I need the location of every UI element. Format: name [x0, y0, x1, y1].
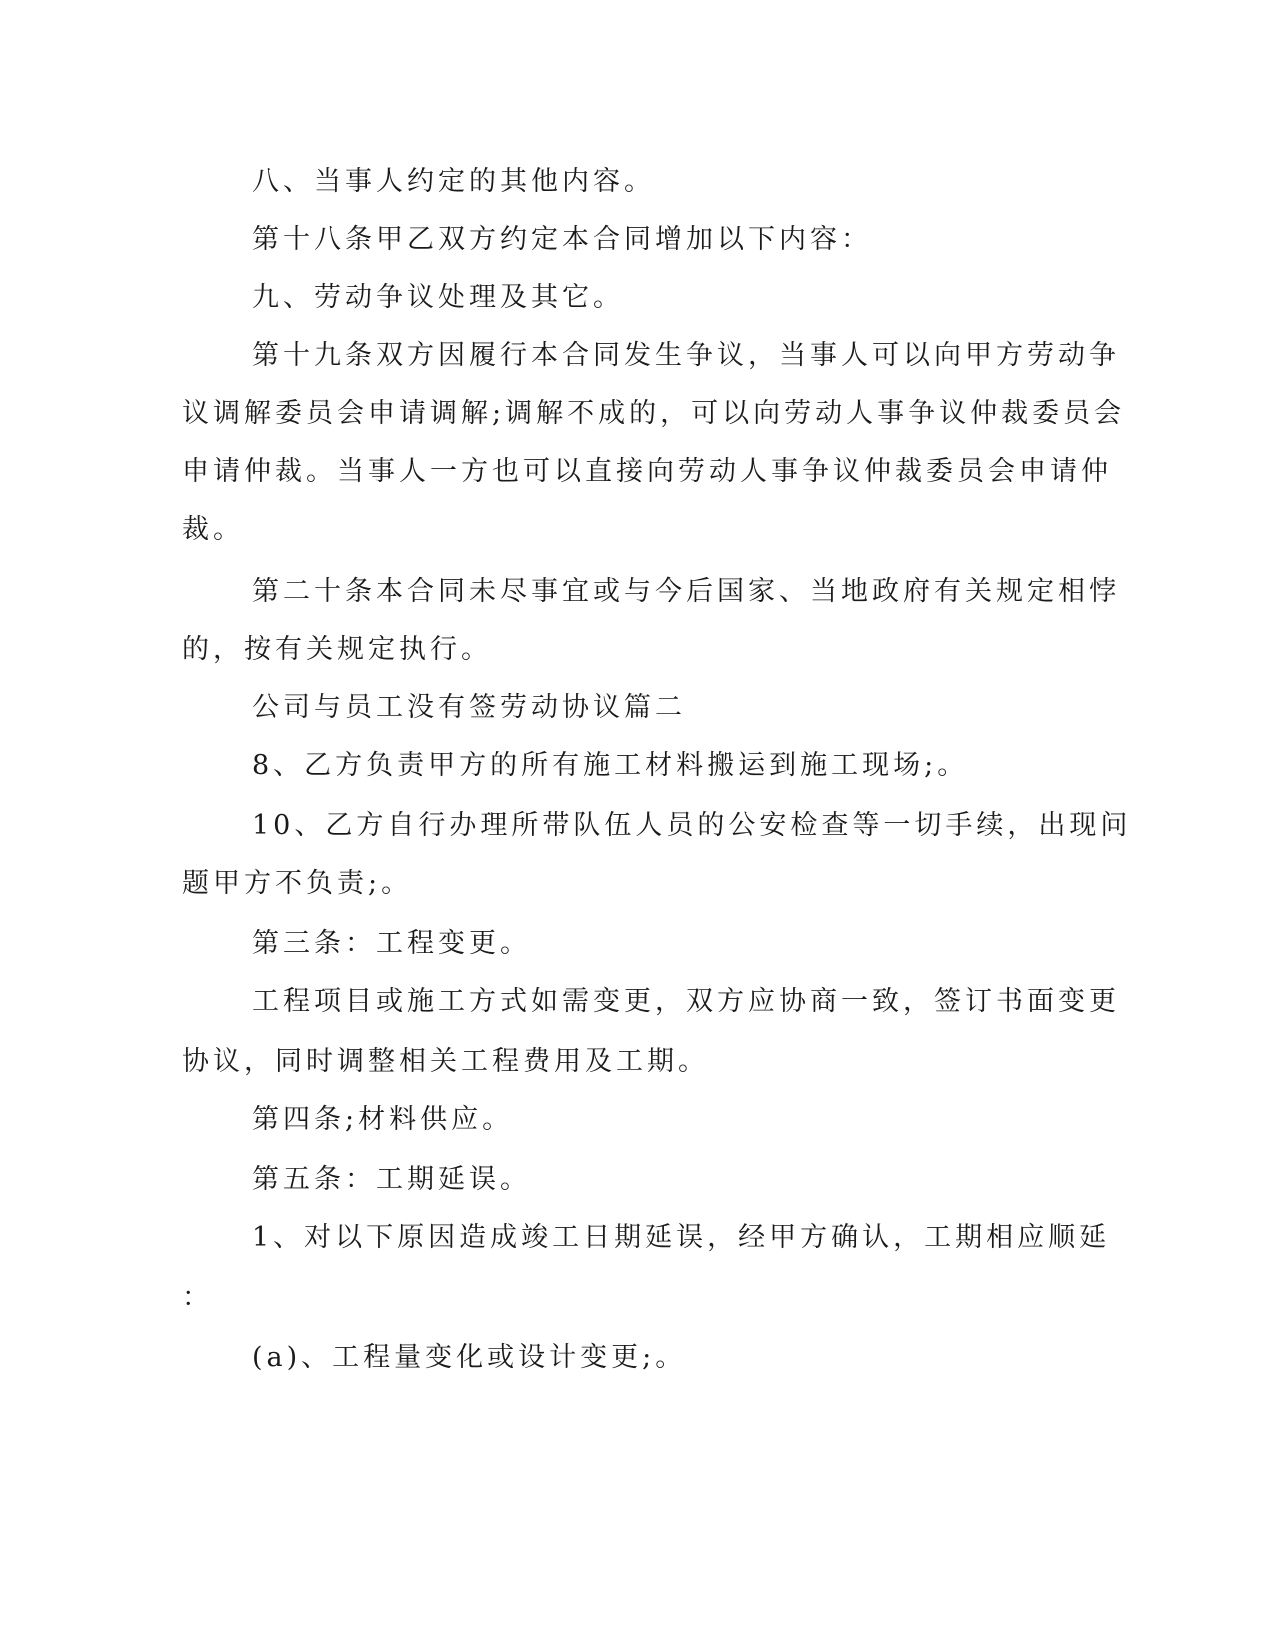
article-19-line-3: 申请仲裁。当事人一方也可以直接向劳动人事争议仲裁委员会申请仲	[182, 456, 1112, 487]
article-19-line-4: 裁。	[182, 514, 244, 545]
article-19-line-1: 第十九条双方因履行本合同发生争议，当事人可以向甲方劳动争	[252, 340, 1120, 371]
part-two-title: 公司与员工没有签劳动协议篇二	[252, 692, 686, 723]
article-5-item-a: (a)、工程量变化或设计变更;。	[252, 1342, 687, 1373]
article-4-heading: 第四条;材料供应。	[252, 1104, 514, 1135]
article-18: 第十八条甲乙双方约定本合同增加以下内容：	[252, 224, 872, 255]
item-8: 8、乙方负责甲方的所有施工材料搬运到施工现场;。	[252, 750, 969, 781]
article-3-line-1: 工程项目或施工方式如需变更，双方应协商一致，签订书面变更	[252, 986, 1120, 1017]
article-5-item-1: 1、对以下原因造成竣工日期延误，经甲方确认，工期相应顺延	[252, 1222, 1111, 1253]
item-10-line-2: 题甲方不负责;。	[182, 868, 413, 899]
article-5-heading: 第五条：工期延误。	[252, 1164, 531, 1195]
article-3-line-2: 协议，同时调整相关工程费用及工期。	[182, 1046, 709, 1077]
item-10-line-1: 10、乙方自行办理所带队伍人员的公安检查等一切手续，出现问	[252, 810, 1132, 841]
section-heading-9: 九、劳动争议处理及其它。	[252, 282, 624, 313]
article-20-line-2: 的，按有关规定执行。	[182, 634, 492, 665]
article-19-line-2: 议调解委员会申请调解;调解不成的，可以向劳动人事争议仲裁委员会	[182, 398, 1126, 429]
article-5-item-1-colon: ：	[182, 1282, 213, 1313]
article-20-line-1: 第二十条本合同未尽事宜或与今后国家、当地政府有关规定相悖	[252, 576, 1120, 607]
article-3-heading: 第三条：工程变更。	[252, 928, 531, 959]
section-heading-8: 八、当事人约定的其他内容。	[252, 166, 655, 197]
